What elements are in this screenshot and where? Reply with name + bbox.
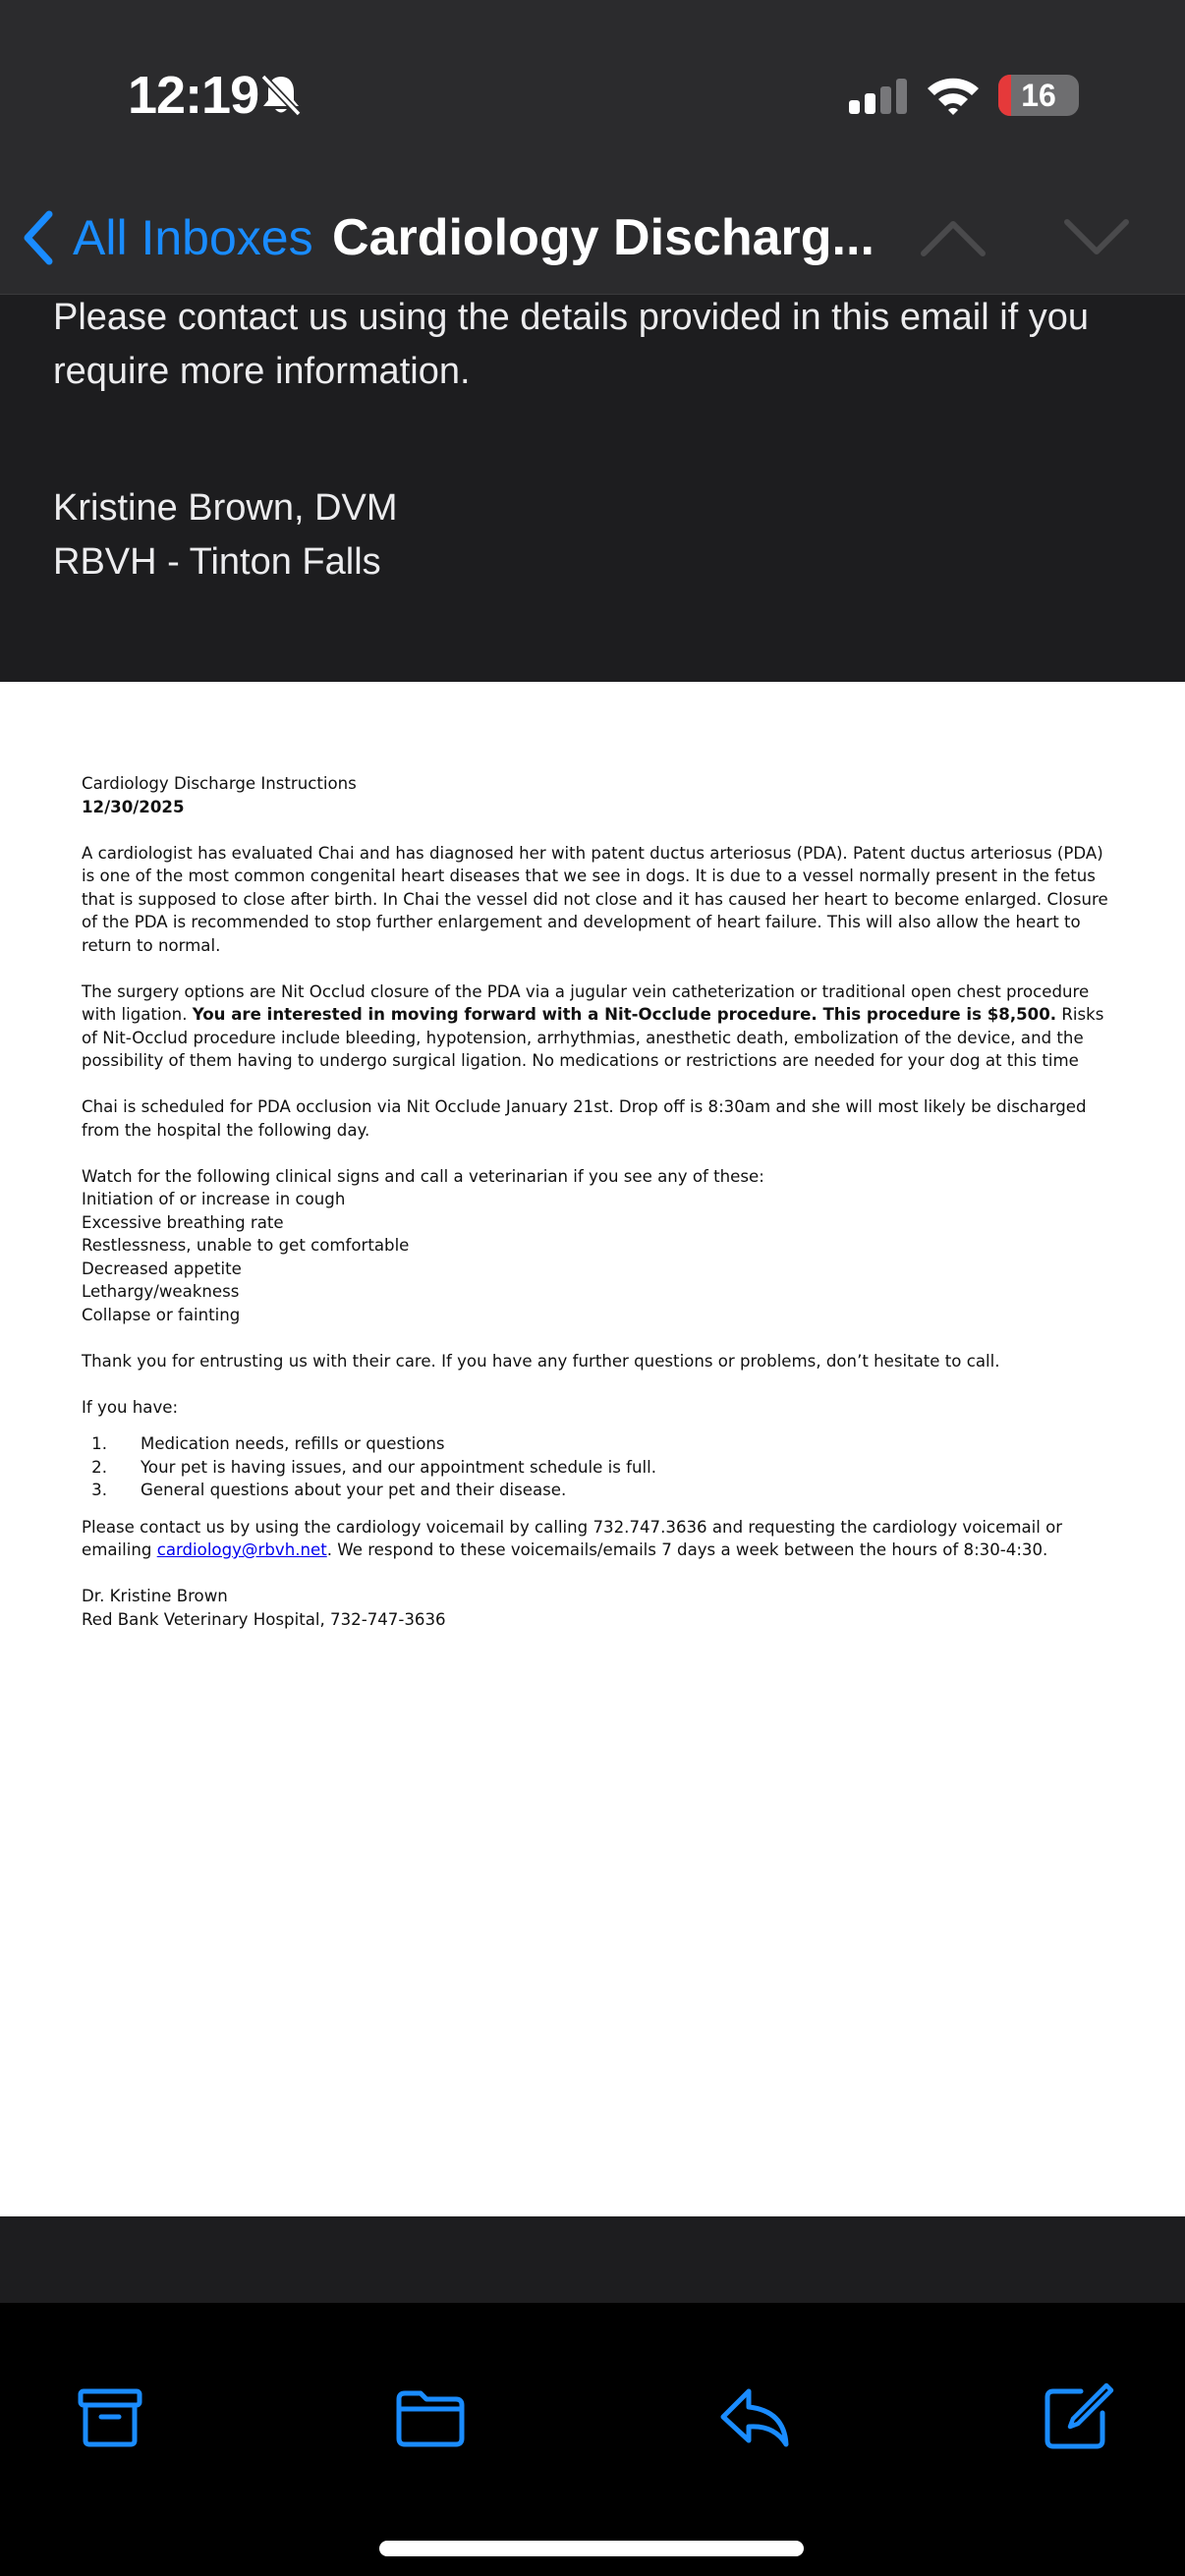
- clinical-sign: Lethargy/weakness: [82, 1282, 240, 1301]
- compose-icon[interactable]: [1038, 2378, 1116, 2456]
- cellular-signal-icon: [849, 79, 910, 116]
- if-you-have-list: [82, 1432, 1113, 1502]
- schedule-paragraph: Chai is scheduled for PDA occlusion via Nit Occlude January 21st. Drop off is 8:30am and she will most likely be discharged from the hospital the following day.: [82, 1097, 1087, 1140]
- surgery-text-end: Risks of Nit-Occlud procedure include bleeding, hypotension, arrhythmias, anesthetic death, embolization of the device, and the possibility of them having to undergo surgical ligation. No medications or restrictions are needed for your dog at this time: [82, 1005, 1104, 1070]
- bell-slash-icon: [257, 73, 305, 118]
- battery-level: 16: [1021, 78, 1056, 113]
- document-date: 12/30/2025: [82, 797, 185, 816]
- battery-icon: [998, 75, 1079, 116]
- surgery-paragraph: [82, 980, 1113, 1073]
- signer-name: Kristine Brown, DVM: [53, 487, 398, 529]
- folder-icon[interactable]: [391, 2378, 470, 2456]
- reply-icon[interactable]: [715, 2378, 794, 2456]
- archive-icon[interactable]: [71, 2378, 149, 2456]
- clinical-sign: Restlessness, unable to get comfortable: [82, 1236, 410, 1255]
- thanks-paragraph: Thank you for entrusting us with their care. If you have any further questions or problems, don’t hesitate to call.: [82, 1351, 1000, 1371]
- clinical-sign: Initiation of or increase in cough: [82, 1190, 346, 1208]
- email-body-text: [0, 295, 1185, 682]
- clinical-sign: Excessive breathing rate: [82, 1212, 284, 1232]
- back-button[interactable]: [22, 198, 313, 277]
- email-footer-band: [0, 2216, 1185, 2303]
- diagnosis-paragraph: A cardiologist has evaluated Chai and has diagnosed her with patent ductus arteriosus (PDA). Patent ductus arteriosus (PDA) is one of the most common congenital heart diseases that we see in dogs. It is due to a vessel normally present in the fetus that is supposed to close after birth. In Chai the vessel did not close and it has caused her heart to become enlarged. Closure of the PDA is recommended to stop further enlargement and development of heart failure. This will also allow the heart to return to normal.: [82, 843, 1108, 955]
- list-item: 2. Your pet is having issues, and our appointment schedule is full.: [91, 1457, 656, 1477]
- surgery-text-bold: You are interested in moving forward with a Nit-Occlude procedure. This procedure is $8,500.: [192, 1005, 1057, 1024]
- contact-text-start: Please contact us by using the cardiology voicemail by calling 732.747.3636 and requesting the cardiology voicemail or emailing: [82, 1517, 1063, 1559]
- chevron-up-icon[interactable]: [914, 210, 992, 265]
- back-label: All Inboxes: [73, 210, 313, 265]
- signature-name: Dr. Kristine Brown: [82, 1587, 228, 1605]
- signer-org: RBVH - Tinton Falls: [53, 541, 381, 583]
- signs-intro: Watch for the following clinical signs and call a veterinarian if you see any of these:: [82, 1166, 764, 1186]
- list-item: 1. Medication needs, refills or questions: [91, 1434, 445, 1453]
- contact-line: Please contact us using the details provided in this email if you require more information.: [53, 297, 1090, 392]
- status-bar: [0, 0, 1185, 177]
- chevron-left-icon: [22, 210, 55, 265]
- bottom-toolbar: [0, 2303, 1185, 2576]
- signature-hospital: Red Bank Veterinary Hospital, 732-747-3636: [82, 1609, 446, 1629]
- clinical-sign: Decreased appetite: [82, 1259, 242, 1278]
- email-link[interactable]: cardiology@rbvh.net: [156, 1540, 327, 1559]
- if-you-have-label: If you have:: [82, 1397, 179, 1417]
- discharge-document: [0, 682, 1185, 2216]
- document-heading: Cardiology Discharge Instructions: [82, 774, 357, 793]
- wifi-icon: [926, 75, 981, 116]
- email-subject-title: Cardiology Discharg...: [332, 209, 875, 266]
- home-indicator[interactable]: [379, 2541, 804, 2556]
- chevron-down-icon[interactable]: [1057, 210, 1136, 265]
- clock: 12:19: [128, 66, 259, 125]
- clinical-sign: Collapse or fainting: [82, 1305, 241, 1324]
- navigation-bar: [0, 177, 1185, 295]
- list-item: 3. General questions about your pet and their disease.: [91, 1481, 567, 1499]
- document-content: [82, 772, 1113, 1631]
- contact-paragraph: [82, 1516, 1113, 1562]
- surgery-text-start: The surgery options are Nit Occlud closure of the PDA via a jugular vein catheterization or traditional open chest procedure with ligation.: [82, 981, 1090, 1024]
- contact-text-end: . We respond to these voicemails/emails 7 days a week between the hours of 8:30-4:30.: [326, 1540, 1048, 1559]
